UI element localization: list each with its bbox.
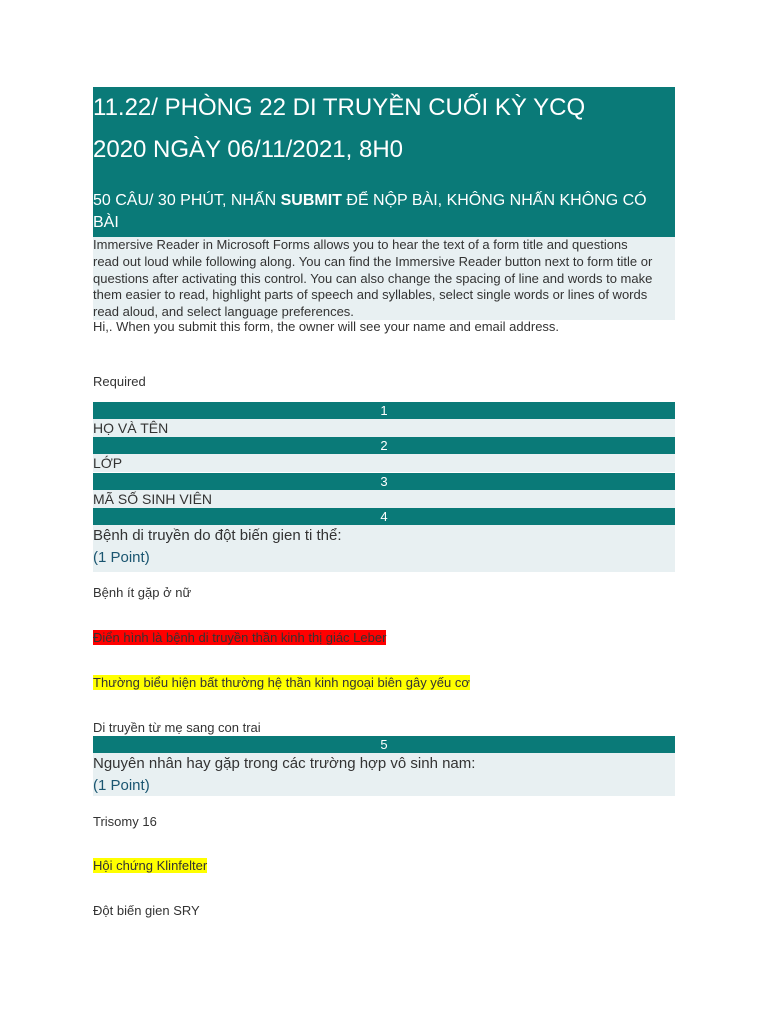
- answer-option[interactable]: [93, 903, 200, 919]
- question-text: Bệnh di truyền do đột biến gien ti thể:: [93, 527, 342, 544]
- answer-option-text: Bệnh ít gặp ở nữ: [93, 585, 192, 600]
- answer-option[interactable]: [93, 814, 157, 830]
- form-title-line-2: 2020 NGÀY 06/11/2021, 8H0: [93, 136, 404, 163]
- answer-option-text: Di truyền từ mẹ sang con trai: [93, 720, 261, 735]
- answer-option[interactable]: [93, 630, 386, 646]
- answer-option[interactable]: [93, 675, 470, 691]
- answer-option-text-highlighted: Thường biểu hiện bất thường hệ thần kinh ngoại biên gây yếu cơ: [93, 675, 470, 690]
- reader-info-line: them easier to read, highlight parts of speech and syllables, select single words or lines of words: [93, 287, 648, 303]
- reader-info-line: read out loud while following along. You can find the Immersive Reader button next to form title or: [93, 253, 653, 269]
- answer-option-text: Trisomy 16: [93, 814, 157, 829]
- question-block: [93, 525, 675, 572]
- answer-option[interactable]: [93, 585, 191, 601]
- greeting-notice: Hi,. When you submit this form, the owner will see your name and email address.: [93, 319, 560, 334]
- immersive-reader-info: [93, 237, 675, 320]
- form-title-line-1: 11.22/ PHÒNG 22 DI TRUYỀN CUỐI KỲ YCQ: [93, 94, 586, 121]
- question-label-name[interactable]: HỌ VÀ TÊN: [93, 419, 675, 437]
- question-text: Nguyên nhân hay gặp trong các trường hợp vô sinh nam:: [93, 755, 476, 772]
- reader-info-line: Immersive Reader in Microsoft Forms allows you to hear the text of a form title and questions: [93, 237, 628, 252]
- form-header-banner: [93, 87, 675, 237]
- answer-option[interactable]: [93, 720, 261, 736]
- answer-option-text: Đột biến gien SRY: [93, 903, 200, 918]
- question-number-bar: 4: [93, 508, 675, 525]
- answer-option-text-highlighted: Điển hình là bệnh di truyền thần kinh thị giác Leber: [93, 630, 387, 645]
- form-subtitle: [93, 190, 675, 234]
- question-label-class[interactable]: LỚP: [93, 454, 675, 472]
- question-label-student-id[interactable]: MÃ SỐ SINH VIÊN: [93, 490, 675, 508]
- required-label: Required: [93, 374, 146, 389]
- answer-option-text-highlighted: Hội chứng Klinfelter: [93, 858, 208, 873]
- subtitle-suffix: ĐỂ NỘP BÀI, KHÔNG NHẤN KHÔNG CÓ BÀI: [93, 192, 647, 231]
- question-number-bar: 2: [93, 437, 675, 454]
- question-number-bar: 5: [93, 736, 675, 753]
- reader-info-line: read aloud, and select language preferences.: [93, 304, 354, 320]
- question-block: [93, 753, 675, 796]
- form-title: [93, 87, 675, 171]
- question-number-bar: 1: [93, 402, 675, 419]
- question-points: (1 Point): [93, 777, 150, 794]
- question-points: (1 Point): [93, 549, 150, 566]
- subtitle-prefix: 50 CÂU/ 30 PHÚT, NHẤN: [93, 192, 281, 209]
- question-number-bar: 3: [93, 473, 675, 490]
- reader-info-line: questions after activating this control. You can also change the spacing of line and words to make: [93, 270, 653, 286]
- answer-option[interactable]: [93, 858, 207, 874]
- subtitle-submit-word: SUBMIT: [280, 192, 342, 209]
